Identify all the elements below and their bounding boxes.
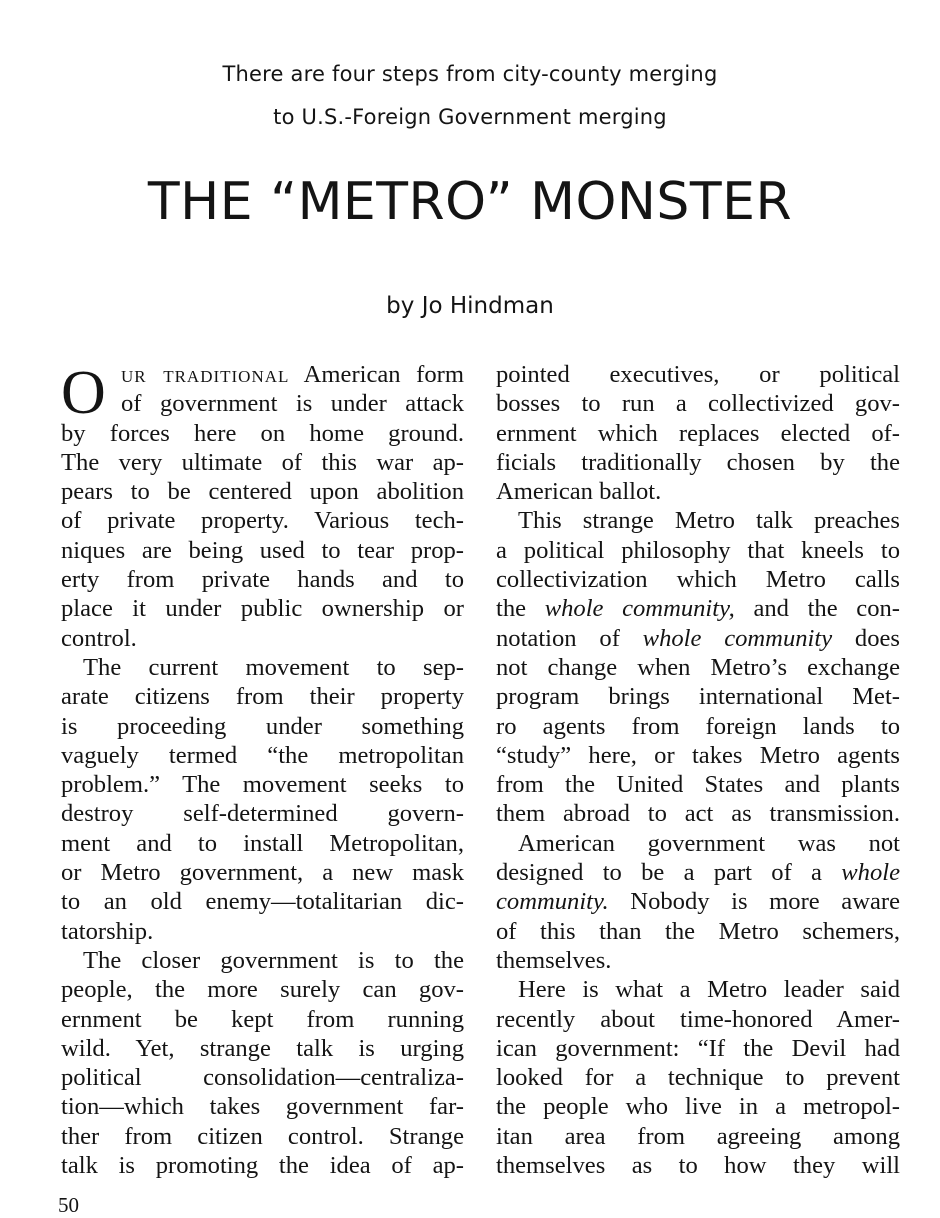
text-line: themselves.	[496, 946, 612, 974]
kicker-line-2: to U.S.-Foreign Government merging	[273, 105, 667, 129]
article-title: THE “METRO” MONSTER	[147, 172, 793, 232]
text-line: program brings international Met-	[496, 683, 900, 711]
text-line: ur traditional American form	[121, 361, 464, 388]
text-line: community. Nobody is more aware	[496, 888, 900, 916]
text-line: the people who live in a metropol-	[496, 1093, 900, 1121]
text-line: designed to be a part of a whole	[496, 859, 900, 887]
text-line: Here is what a Metro leader said	[518, 976, 900, 1004]
text-line: not change when Metro’s exchange	[496, 653, 900, 681]
text-line: the whole community, and the con-	[496, 595, 900, 623]
text-line: ther from citizen control. Strange	[61, 1122, 464, 1150]
text-line: a political philosophy that kneels to	[496, 536, 900, 564]
drop-cap: O	[61, 359, 106, 427]
text-line: niques are being used to tear prop-	[61, 536, 464, 564]
text-line: ican government: “If the Devil had	[496, 1034, 900, 1062]
text-line: from the United States and plants	[496, 771, 900, 799]
text-line: American ballot.	[496, 478, 662, 506]
text-line: tion—which takes government far-	[61, 1093, 464, 1121]
text-line: American government was not	[518, 829, 900, 857]
text-line: vaguely termed “the metropolitan	[61, 741, 464, 769]
text-line: collectivization which Metro calls	[496, 566, 900, 594]
text-line: people, the more surely can gov-	[61, 976, 464, 1004]
text-line: itan area from agreeing among	[496, 1122, 900, 1150]
text-line: them abroad to act as transmission.	[496, 800, 900, 828]
text-line: of government is under attack	[121, 390, 464, 418]
text-line: arate citizens from their property	[61, 683, 464, 711]
text-line: of this than the Metro schemers,	[496, 917, 900, 945]
right-column	[496, 360, 900, 1180]
text-line: erty from private hands and to	[61, 566, 464, 594]
text-line: notation of whole community does	[496, 624, 900, 652]
text-line: “study” here, or takes Metro agents	[496, 741, 900, 769]
text-line: ernment be kept from running	[61, 1005, 464, 1033]
kicker-line-1: There are four steps from city-county merging	[222, 62, 718, 86]
text-line: control.	[61, 624, 137, 652]
text-line: of private property. Various tech-	[61, 507, 464, 535]
text-line: political consolidation—centraliza-	[61, 1064, 464, 1092]
byline: by Jo Hindman	[386, 293, 554, 319]
left-column	[61, 360, 464, 1180]
text-line: pointed executives, or political	[496, 361, 900, 388]
text-line: is proceeding under something	[61, 712, 464, 740]
text-line: The current movement to sep-	[83, 653, 464, 681]
text-line: or Metro government, a new mask	[61, 859, 464, 887]
text-line: bosses to run a collectivized gov-	[496, 390, 900, 418]
text-line: ernment which replaces elected of-	[496, 419, 900, 447]
text-line: ficials traditionally chosen by the	[496, 448, 900, 476]
text-line: recently about time-honored Amer-	[496, 1005, 900, 1033]
text-line: problem.” The movement seeks to	[61, 771, 464, 799]
text-line: to an old enemy—totalitarian dic-	[61, 888, 464, 916]
text-line: ro agents from foreign lands to	[496, 712, 900, 740]
text-line: themselves as to how they will	[496, 1152, 900, 1180]
text-line: place it under public ownership or	[61, 595, 464, 623]
text-line: looked for a technique to prevent	[496, 1064, 900, 1092]
text-line: wild. Yet, strange talk is urging	[61, 1034, 464, 1062]
text-line: by forces here on home ground.	[61, 419, 464, 447]
text-line: destroy self-determined govern-	[61, 800, 464, 828]
text-line: pears to be centered upon abolition	[61, 478, 464, 506]
text-line: The closer government is to the	[83, 946, 464, 974]
text-line: ment and to install Metropolitan,	[61, 829, 464, 857]
text-line: The very ultimate of this war ap-	[61, 448, 464, 476]
text-line: This strange Metro talk preaches	[518, 507, 900, 535]
text-line: talk is promoting the idea of ap-	[61, 1152, 464, 1180]
page-number: 50	[58, 1193, 79, 1217]
text-line: tatorship.	[61, 917, 154, 945]
